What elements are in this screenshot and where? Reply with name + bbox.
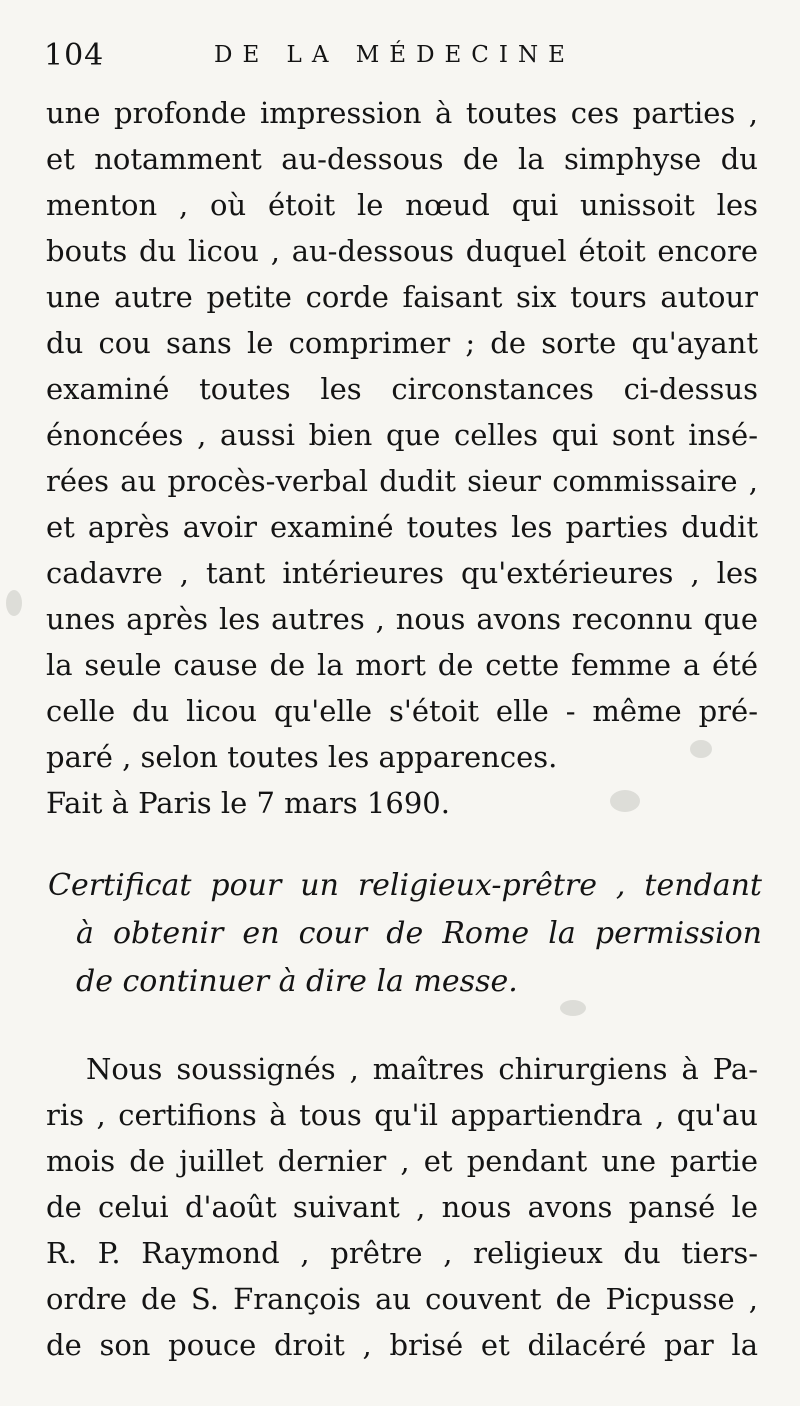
text-line: une profonde impression à toutes ces parties ,	[46, 96, 758, 130]
paper-speck	[610, 790, 640, 812]
paper-speck	[690, 740, 712, 758]
page-header	[44, 38, 764, 74]
text-line: du cou sans le comprimer ; de sorte qu'ayant	[46, 326, 758, 360]
text-line: une autre petite corde faisant six tours autour	[46, 280, 758, 314]
text-line: R. P. Raymond , prêtre , religieux du tiers-	[46, 1236, 758, 1270]
text-line: unes après les autres , nous avons reconnu que	[46, 602, 758, 636]
text-line: examiné toutes les circonstances ci-dessus	[46, 372, 758, 406]
text-line: paré , selon toutes les apparences.	[46, 740, 558, 774]
text-line: et notamment au-dessous de la simphyse du	[46, 142, 758, 176]
heading-line: à obtenir en cour de Rome la permission	[76, 916, 762, 951]
text-line: la seule cause de la mort de cette femme a été	[46, 648, 758, 682]
text-line: et après avoir examiné toutes les parties dudit	[46, 510, 758, 544]
text-line: ordre de S. François au couvent de Picpusse ,	[46, 1282, 758, 1316]
heading-line: Certificat pour un religieux-prêtre , tendant	[48, 868, 762, 903]
text-line: cadavre , tant intérieures qu'extérieures , les	[46, 556, 758, 590]
heading-line: de continuer à dire la messe.	[76, 964, 518, 999]
text-line: celle du licou qu'elle s'étoit elle - même pré-	[46, 694, 758, 728]
text-line: bouts du licou , au-dessous duquel étoit encore	[46, 234, 758, 268]
text-line: de celui d'août suivant , nous avons pansé le	[46, 1190, 758, 1224]
section-heading	[48, 862, 762, 1006]
date-line: Fait à Paris le 7 mars 1690.	[46, 786, 450, 820]
running-head: DE LA MÉDECINE	[214, 42, 575, 68]
body-text-section-1	[46, 90, 758, 826]
text-line: Nous soussignés , maîtres chirurgiens à Pa-	[86, 1052, 758, 1086]
page-number: 104	[44, 38, 105, 73]
paper-speck	[6, 590, 22, 616]
text-line: rées au procès-verbal dudit sieur commissaire ,	[46, 464, 758, 498]
text-line: menton , où étoit le nœud qui unissoit les	[46, 188, 758, 222]
text-line: de son pouce droit , brisé et dilacéré par la	[46, 1328, 758, 1362]
body-text-section-2	[46, 1046, 758, 1368]
paper-speck	[560, 1000, 586, 1016]
text-line: ris , certifions à tous qu'il appartiendra , qu'au	[46, 1098, 758, 1132]
text-line: énoncées , aussi bien que celles qui sont insé-	[46, 418, 758, 452]
text-line: mois de juillet dernier , et pendant une partie	[46, 1144, 758, 1178]
